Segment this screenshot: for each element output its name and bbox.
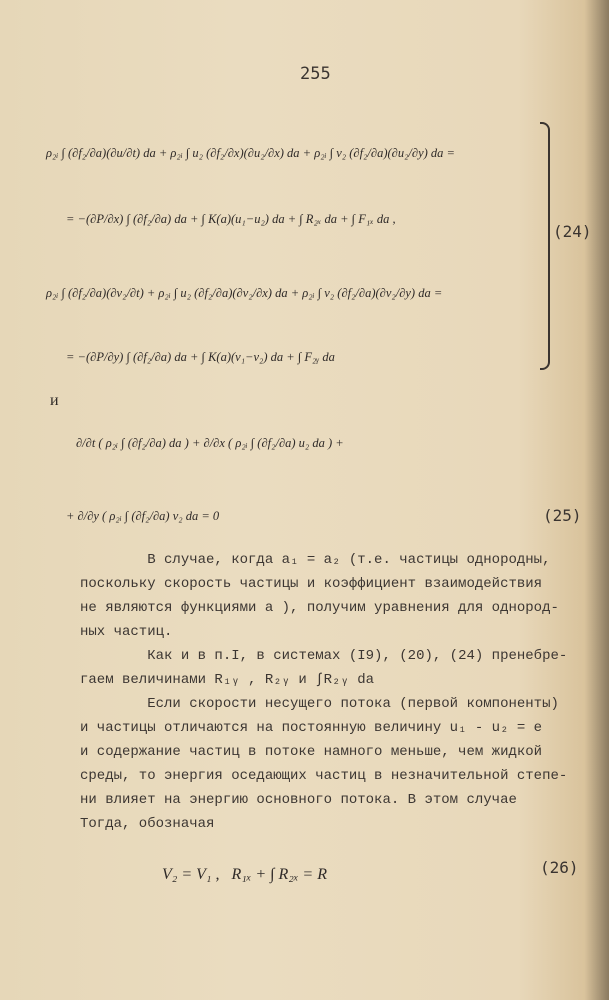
text-line: и частицы отличаются на постоянную величину u₁ - u₂ = e (80, 720, 543, 736)
system-brace (540, 122, 550, 370)
equation-25-line-2: + ∂/∂y ( ρ₂ᵢ ∫ (∂f₂/∂a) v₂ da = 0 (66, 509, 220, 523)
equation-24-line-1: ρ₂ᵢ ∫ (∂f₂/∂a)(∂u/∂t) da + ρ₂ᵢ ∫ u₂ (∂f₂/∂x)(∂u₂/∂x) da + ρ₂ᵢ ∫ v₂ (∂f₂/∂a)(∂u₂/∂y) da = (46, 146, 455, 160)
equation-24-line-3: ρ₂ᵢ ∫ (∂f₂/∂a)(∂v₂/∂t) + ρ₂ᵢ ∫ u₂ (∂f₂/∂a)(∂v₂/∂x) da + ρ₂ᵢ ∫ v₂ (∂f₂/∂a)(∂v₂/∂y) da = (46, 286, 443, 300)
text-line: Если скорости несущего потока (первой компоненты) (80, 696, 559, 712)
equation-24-line-4: = −(∂P/∂y) ∫ (∂f₂/∂a) da + ∫ K(a)(v₁−v₂) da + ∫ F₂ᵧ da (66, 350, 335, 364)
equation-24-line-2: = −(∂P/∂x) ∫ (∂f₂/∂a) da + ∫ K(a)(u₁−u₂) da + ∫ R₂ₓ da + ∫ F₁ₓ da , (66, 212, 396, 226)
equation-label-26: (26) (540, 858, 579, 877)
equation-label-24: (24) (553, 222, 592, 241)
text-line: Тогда, обозначая (80, 816, 215, 832)
text-line: ни влияет на энергию основного потока. В этом случае (80, 792, 517, 808)
text-line: поскольку скорость частицы и коэффициент взаимодействия (80, 576, 543, 592)
conjunction-and: и (50, 392, 59, 409)
equation-26: V₂ = V₁ , R₁ₓ + ∫ R₂ₓ = R (162, 866, 327, 883)
text-line: и содержание частиц в потоке намного меньше, чем жидкой (80, 744, 543, 760)
body-text (80, 548, 590, 836)
equation-label-25: (25) (543, 506, 582, 525)
text-line: В случае, когда a₁ = a₂ (т.е. частицы однородны, (80, 552, 551, 568)
page-number: 255 (300, 64, 331, 84)
text-line: Как и в п.I, в системах (I9), (20), (24) пренебре- (80, 648, 568, 664)
equation-25-line-1: ∂/∂t ( ρ₂ᵢ ∫ (∂f₂/∂a) da ) + ∂/∂x ( ρ₂ᵢ ∫ (∂f₂/∂a) u₂ da ) + (76, 436, 344, 450)
text-line: гаем величинами R₁ᵧ , R₂ᵧ и ∫R₂ᵧ da (80, 672, 375, 688)
text-line: среды, то энергия оседающих частиц в незначительной степе- (80, 768, 568, 784)
text-line: не являются функциями a ), получим уравнения для однород- (80, 600, 559, 616)
text-line: ных частиц. (80, 624, 173, 640)
